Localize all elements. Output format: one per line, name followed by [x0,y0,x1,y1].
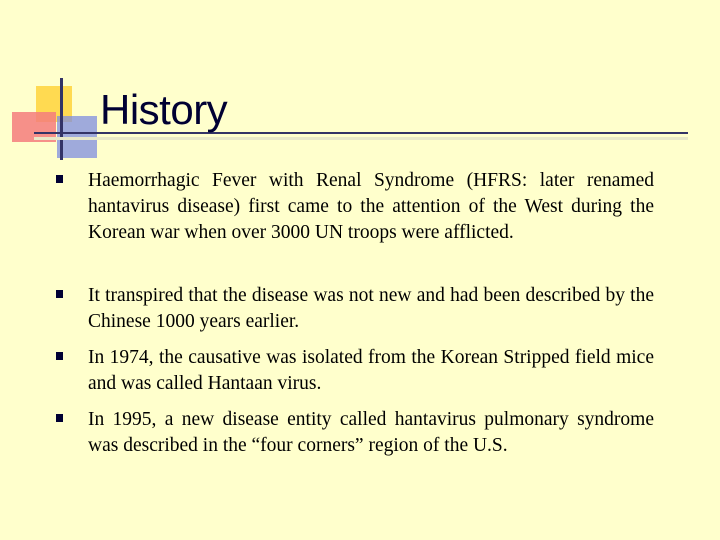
slide-title: History [100,86,228,133]
bullet-square-icon [56,175,63,183]
bullet-text: It transpired that the disease was not new and had been described by the Chinese 1000 years earlier. [88,285,654,332]
bullet-text: In 1974, the causative was isolated from the Korean Stripped field mice and was called Hantaan virus. [88,347,654,394]
bullet-square-icon [56,290,63,298]
bullet-text: In 1995, a new disease entity called hantavirus pulmonary syndrome was described in the “four corners” region of the U.S. [88,409,654,456]
title-underline-shadow [34,137,688,140]
bullet-square-icon [56,352,63,360]
bullet-text: Haemorrhagic Fever with Renal Syndrome (HFRS: later renamed hantavirus disease) first came to the attention of the West during the Korean war when over 3000 UN troops were afflicted. [88,170,654,243]
bullet-square-icon [56,414,63,422]
decorative-vertical-rule [60,78,63,160]
